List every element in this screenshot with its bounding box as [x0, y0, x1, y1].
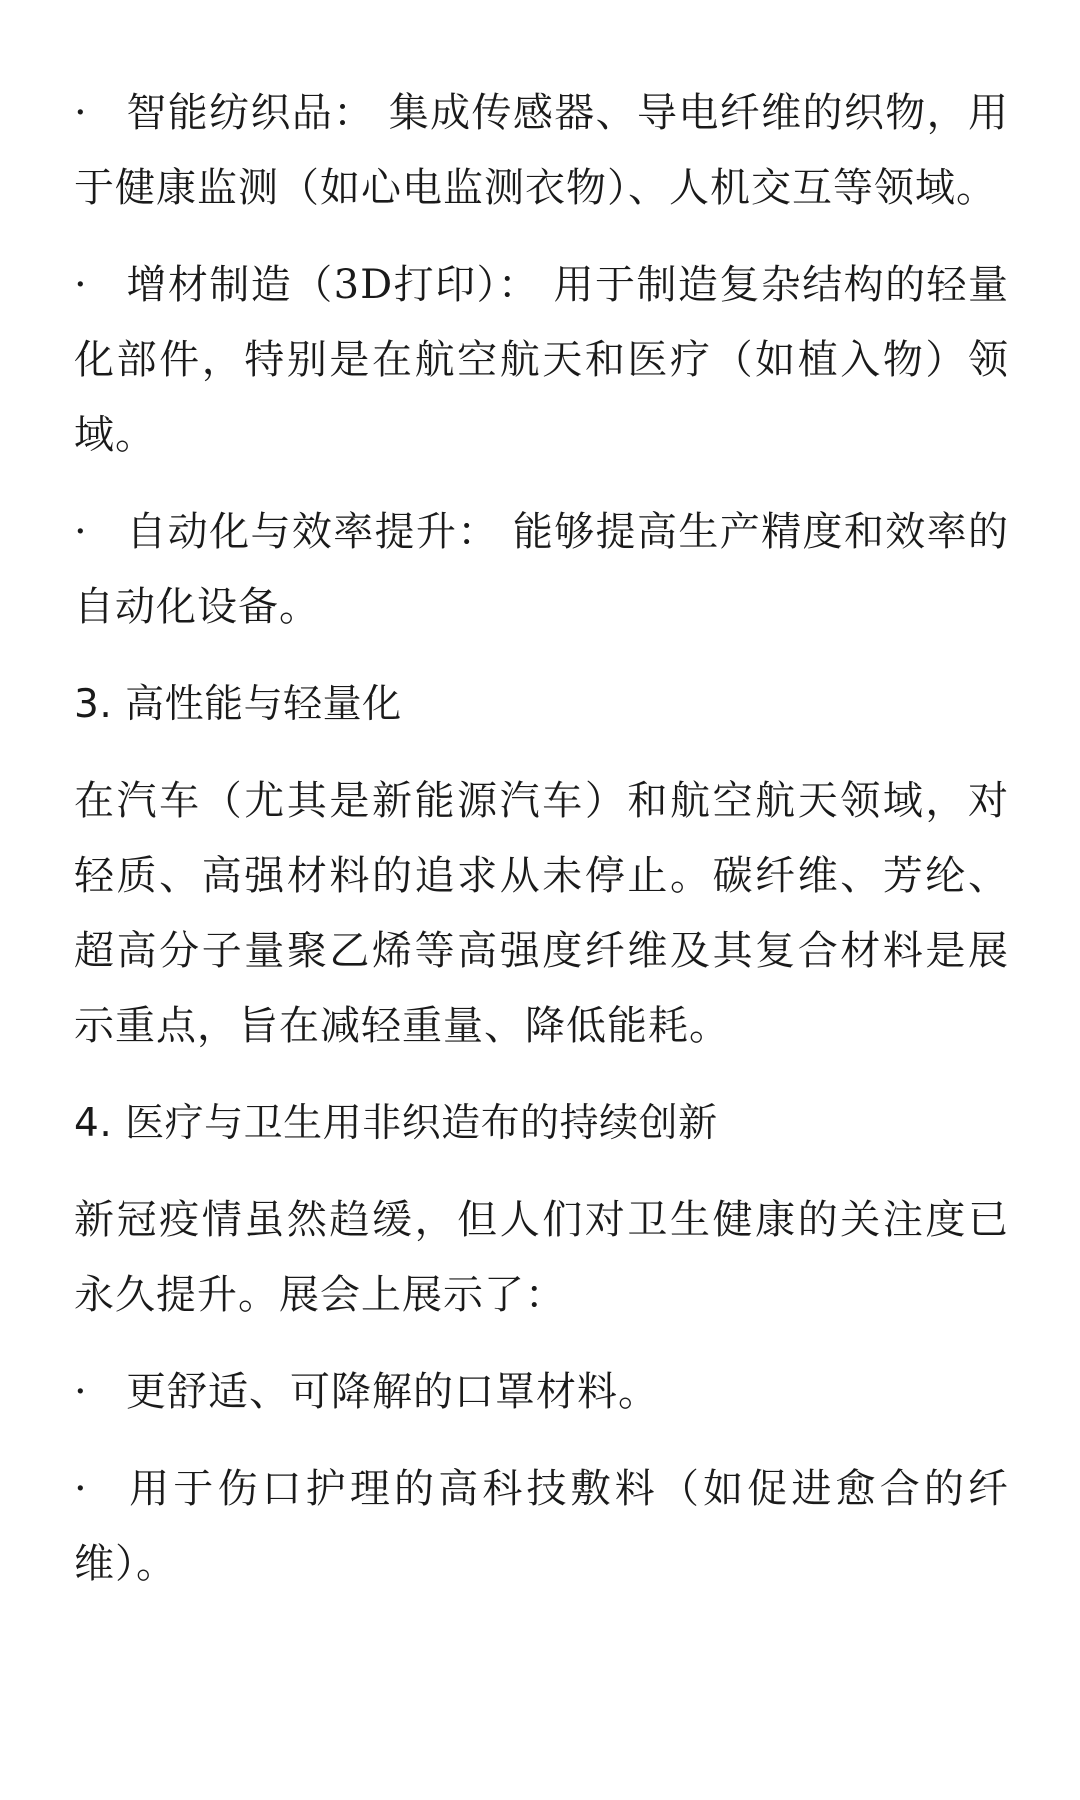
section-heading-3: 3. 高性能与轻量化 [74, 682, 402, 727]
bullet-text: 更舒适、可降解的口罩材料。 [126, 1369, 659, 1415]
bullet-text: 智能纺织品： 集成传感器、导电纤维的织物，用于健康监测（如心电监测衣物）、人机交互等领域。 [74, 90, 1009, 211]
bullet-text: 增材制造（3D打印）： 用于制造复杂结构的轻量化部件，特别是在航空航天和医疗（如植入物）领域。 [74, 262, 1009, 458]
bullet-marker: · [74, 509, 88, 555]
bullet-marker: · [74, 1466, 88, 1512]
article-body [74, 76, 1009, 1624]
bullet-text: 用于伤口护理的高科技敷料（如促进愈合的纤维）。 [74, 1466, 1009, 1587]
section-heading-4: 4. 医疗与卫生用非织造布的持续创新 [74, 1101, 718, 1146]
bullet-wound-dressings [74, 1452, 1009, 1602]
bullet-smart-textiles [74, 76, 1009, 226]
bullet-marker: · [74, 1369, 88, 1415]
paragraph-lightweight: 在汽车（尤其是新能源汽车）和航空航天领域，对轻质、高强材料的追求从未停止。碳纤维、芳纶、超高分子量聚乙烯等高强度纤维及其复合材料是展示重点，旨在减轻重量、降低能耗。 [74, 778, 1009, 1049]
bullet-mask-materials [74, 1355, 1009, 1430]
bullet-additive-manufacturing [74, 248, 1009, 473]
bullet-marker: · [74, 262, 88, 308]
bullet-automation [74, 495, 1009, 645]
paragraph-medical-intro: 新冠疫情虽然趋缓，但人们对卫生健康的关注度已永久提升。展会上展示了： [74, 1197, 1009, 1318]
bullet-marker: · [74, 90, 88, 136]
bullet-text: 自动化与效率提升： 能够提高生产精度和效率的自动化设备。 [74, 509, 1009, 630]
